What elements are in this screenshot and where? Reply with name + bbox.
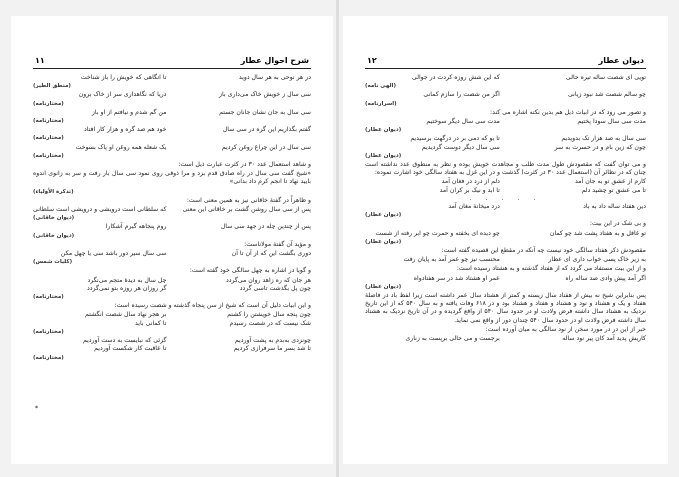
hemistich-second: که این شش روزه کردت در جوالی <box>411 74 500 81</box>
verse-line <box>365 203 646 211</box>
verse-line <box>33 126 311 134</box>
source-citation: (مختارنامه) <box>33 354 64 361</box>
right-page <box>343 16 668 464</box>
source-citation: (دیوان عطار) <box>365 283 402 290</box>
hemistich-second: تا ابد و نیک بر کران آمد <box>439 186 500 194</box>
verse-line <box>33 277 311 285</box>
hemistich-second: تا عاقبت کار شکست آوردیم <box>94 345 167 353</box>
hemistich-first: چون پل بگذشت تاسی گردد <box>239 284 311 292</box>
hemistich-first: تو غافل و به هفتاد پشت شد چو کمان <box>549 229 646 237</box>
hemistich-second: تا انگاهی که خویش را باز شناخت <box>80 74 167 81</box>
prose-paragraph: و از این بیت مستفاد می گردد که از هفتاد گذشته و به هشتاد رسیده است: <box>456 265 646 273</box>
verse-line <box>365 118 646 126</box>
source-citation: (دیوان عطار) <box>365 212 402 219</box>
source-citation: (دیوان خاقانی) <box>33 232 75 239</box>
page-number: ۱۲ <box>367 56 377 65</box>
prose-paragraph: پس بنابراین شیخ نه بیش از هفتاد سال زیسته و کمتر از هشتاد سال عمر داشته است زیرا لفظ باد در فاصلۀ هفتاد و یک و هشتاد و نود و هشتاد و هفتاد و هشتاد بود و در ۶۱۸ وفات یافته و به سال ۵۴۰ که از این تاریخ نزدیک به هشتاد سال داشته فرض ولادت او در حدود سال ۵۴۰ از واقع گردیده و در آن تاریخ نزدیک به هشتاد سال داشته فرض ولادت او در حدود سال ۵۴۰ چندان دور از واقع نمی نماید. <box>365 292 647 324</box>
verse-line <box>33 109 311 117</box>
hemistich-second: درد میخانۀ مغان آمد <box>448 203 500 211</box>
hemistich-second: من گم شدم و نیافتم از او باز <box>91 108 167 116</box>
hemistich-first: شک نیست که در شصت رسیدم <box>229 319 311 327</box>
page-mark: * <box>35 405 38 412</box>
left-page <box>11 16 333 464</box>
verse-line <box>365 256 646 264</box>
hemistich-second: خود هم صد گره و هزار کار افتاد <box>84 126 167 134</box>
hemistich-second: گر روزان هر روزه بتو نمی‌گردد <box>87 284 167 292</box>
source-citation: (دیوان خاقانی) <box>33 215 75 222</box>
hemistich-first: هر جان که ره زاهد روان می‌گردد <box>225 276 311 284</box>
source-citation: (مختارنامه) <box>33 118 64 125</box>
hemistich-second: محتسب نیز چو عمر آمد به پایان رفت <box>403 256 500 264</box>
hemistich-second: مدت سی سال دیگر سوختیم <box>426 118 500 126</box>
verse-line <box>33 206 311 214</box>
verse-line <box>33 250 311 258</box>
verse-line <box>365 230 646 238</box>
prose-paragraph: خبر از این در در مورد سخن از نود سالگی به میان آورده است: <box>485 325 646 333</box>
verse-line <box>365 74 646 82</box>
verse-line <box>33 320 311 328</box>
verse-line <box>365 91 646 99</box>
source-citation: (دیوان عطار) <box>365 127 402 134</box>
verse-line <box>365 178 646 186</box>
hemistich-second: دلم از درد در فغان آمد <box>441 178 500 186</box>
hemistich-first: پس از چندین چله در جهد سی سال <box>220 223 311 231</box>
source-citation: (دیوان عطار) <box>365 238 402 245</box>
verse-line <box>33 144 311 152</box>
hemistich-first: سی سال در این چراغ روغن کردیم <box>221 143 311 151</box>
ellipsis-separator: . . . . . <box>469 194 542 202</box>
hemistich-first: کارم از عشق تو به جان آمد <box>574 178 646 186</box>
hemistich-first: به زیر خاک پسی خواب داری ای عطار <box>548 256 646 264</box>
verse-line <box>33 337 311 345</box>
hemistich-second: عمر او هشتاد شد در سر هفتادواه <box>413 274 500 282</box>
hemistich-first: دین هفتاد ساله داد به باد <box>583 203 646 211</box>
hemistich-first: در هر نوحی به هر سال دوید <box>238 74 311 81</box>
hemistich-first: تا شد بسر ما سرفرازی کردیم <box>233 345 311 353</box>
source-citation: (دیوان عطار) <box>365 152 402 159</box>
hemistich-first: کاریش پدید آمد کان پیر نود ساله <box>562 335 646 343</box>
prose-paragraph: مقصودش ذکر هفتاد سالگی خود نیست چه آنکه در مقطع این قصیده گفته است: <box>441 247 646 255</box>
hemistich-first: چون که زین بام و در حسرت به سر <box>554 143 646 151</box>
hemistich-first: چون پنجه سال خویشتن را کشتم <box>227 311 311 319</box>
hemistich-second: گزئی که نبایست به دست آوردیم <box>82 337 167 345</box>
verse-line <box>33 285 311 293</box>
hemistich-first: دوری بگشت این که از آن تا آن <box>231 250 311 258</box>
hemistich-first: مدت سی سال سودا پختیم <box>577 118 646 126</box>
verse-line <box>33 223 311 231</box>
hemistich-first: تا می عشق تو چشید دلم <box>581 186 646 194</box>
hemistich-first: تویی ای شصت ساله تیره حالی <box>565 74 646 81</box>
source-citation: (مختارنامه) <box>33 100 64 107</box>
hemistich-first: پس از سی سال روشن گشت بر خاقانی این معنی <box>182 206 311 214</box>
verse-line <box>365 187 646 195</box>
hemistich-first: گفتم بگذاریم این گره در سی سال <box>222 126 311 134</box>
hemistich-first: چو سالم شصت شد نبود زیانی <box>567 91 646 99</box>
hemistich-second: چو دیده ای بخفته و حمرت چو ابر رفته از شست <box>375 229 500 237</box>
source-citation: (اسرارنامه) <box>365 100 397 107</box>
prose-paragraph: و مؤید آن گفتۀ مولاناست: <box>244 240 311 248</box>
source-citation: (مختارنامه) <box>33 294 64 301</box>
hemistich-first: سی سال ز خویش خاک می‌داری باز <box>219 91 311 99</box>
verse-line <box>365 135 646 143</box>
page-title: شرح احوال عطار <box>240 56 309 65</box>
hemistich-second: برجست و می حالی برپست به زناری <box>405 335 500 343</box>
verse-line <box>33 345 311 353</box>
hemistich-second: چل سال به دیدۀ متجم می‌نگرد <box>87 276 167 284</box>
hemistich-first: اگر آمد پیش وادی صد ساله راه <box>565 274 646 282</box>
page-body <box>365 74 646 444</box>
verse-line <box>33 311 311 319</box>
prose-paragraph: و شاهد استعمال عدد ۳۰ در کثرت عبارت ذیل است: <box>178 161 311 169</box>
page-title: دیوان عطار <box>598 56 644 65</box>
page-header <box>33 56 311 69</box>
prose-paragraph: و ظاهراً در گفتۀ خاقانی نیز به همین معنی است: <box>186 196 311 204</box>
source-citation: (الهی نامه) <box>365 83 396 90</box>
verse-line <box>33 74 311 82</box>
hemistich-second: سی سال سیر دور باشد سی یا چهل مکن <box>60 250 167 258</box>
hemistich-first: سی سال به صد هزار تک بدویدیم <box>561 135 646 143</box>
hemistich-second: یک شعله همه روغن او پاک بسوخت <box>75 143 167 151</box>
source-citation: (منطق الطیر) <box>33 83 71 90</box>
prose-paragraph: و این ابیات دلیل آن است که شیخ از سن پنجاه گذشته و شصت رسیده است: <box>114 302 311 310</box>
source-citation: (تذکرة الأولیاء) <box>33 188 74 195</box>
source-citation: (کلیات شمس) <box>33 259 73 266</box>
hemistich-second: تا کمانی باید <box>135 319 167 327</box>
hemistich-second: دریا که نگاهداری سر از خاک برون <box>78 91 167 99</box>
verse-line <box>365 144 646 152</box>
prose-paragraph: و تصور می رود که در ابیات ذیل هم بدین نکته اشاره می کند: <box>490 108 646 116</box>
hemistich-first: چونزدی به‌بدم به پشت آوردیم <box>234 337 311 345</box>
hemistich-second: تا بو که دمی بر در درگهت برسیدیم <box>410 135 500 143</box>
hemistich-second: سی سال دیگر دوست گردیدیم <box>421 143 500 151</box>
source-citation: (مختارنامه) <box>33 152 64 159</box>
verse-line <box>33 91 311 99</box>
page-number: ۱۱ <box>35 56 45 65</box>
prose-paragraph: «شیخ گفت سی سال در راه صادق قدم بزد و مرا ذوقی روی نمود سی سال بار رفت و سر به زانوی اندوه بایید نهاد تا انجم کرم داد بدانی» <box>33 170 311 186</box>
prose-paragraph: و گویا در اشاره به چهل سالگی خود گفته است: <box>189 267 311 275</box>
page-header <box>365 56 646 69</box>
verse-line <box>365 335 646 343</box>
hemistich-second: اگر من شصت را سازم کمانی <box>423 91 500 99</box>
hemistich-first: سی سال به جان نشان جانان جستم <box>219 108 311 116</box>
source-citation: (مختارنامه) <box>33 135 64 142</box>
book-gutter <box>336 0 339 477</box>
page-body <box>33 74 311 444</box>
source-citation: (مختارنامه) <box>33 328 64 335</box>
hemistich-second: که سلطانی است درویشی و درویشی است سلطانی <box>33 206 167 214</box>
hemistich-second: روم پنجاهه گیرم آشکارا <box>105 223 167 231</box>
prose-paragraph: و می توان گفت که مقصودش طول مدت طلب و مجاهدت خویش بوده و نظر به منطوق عدد نداشته است چنان که در نظائر آن (استعمال عدد ۳۰ در کثرت) گذشت و در این غزل به هفتاد سالگی خود اشارت نموده: <box>365 161 646 177</box>
prose-paragraph: و بی شک در این بیت: <box>589 220 646 228</box>
hemistich-second: بر هجر نهاد سال شصت انگشتم <box>85 311 167 319</box>
verse-line <box>365 275 646 283</box>
